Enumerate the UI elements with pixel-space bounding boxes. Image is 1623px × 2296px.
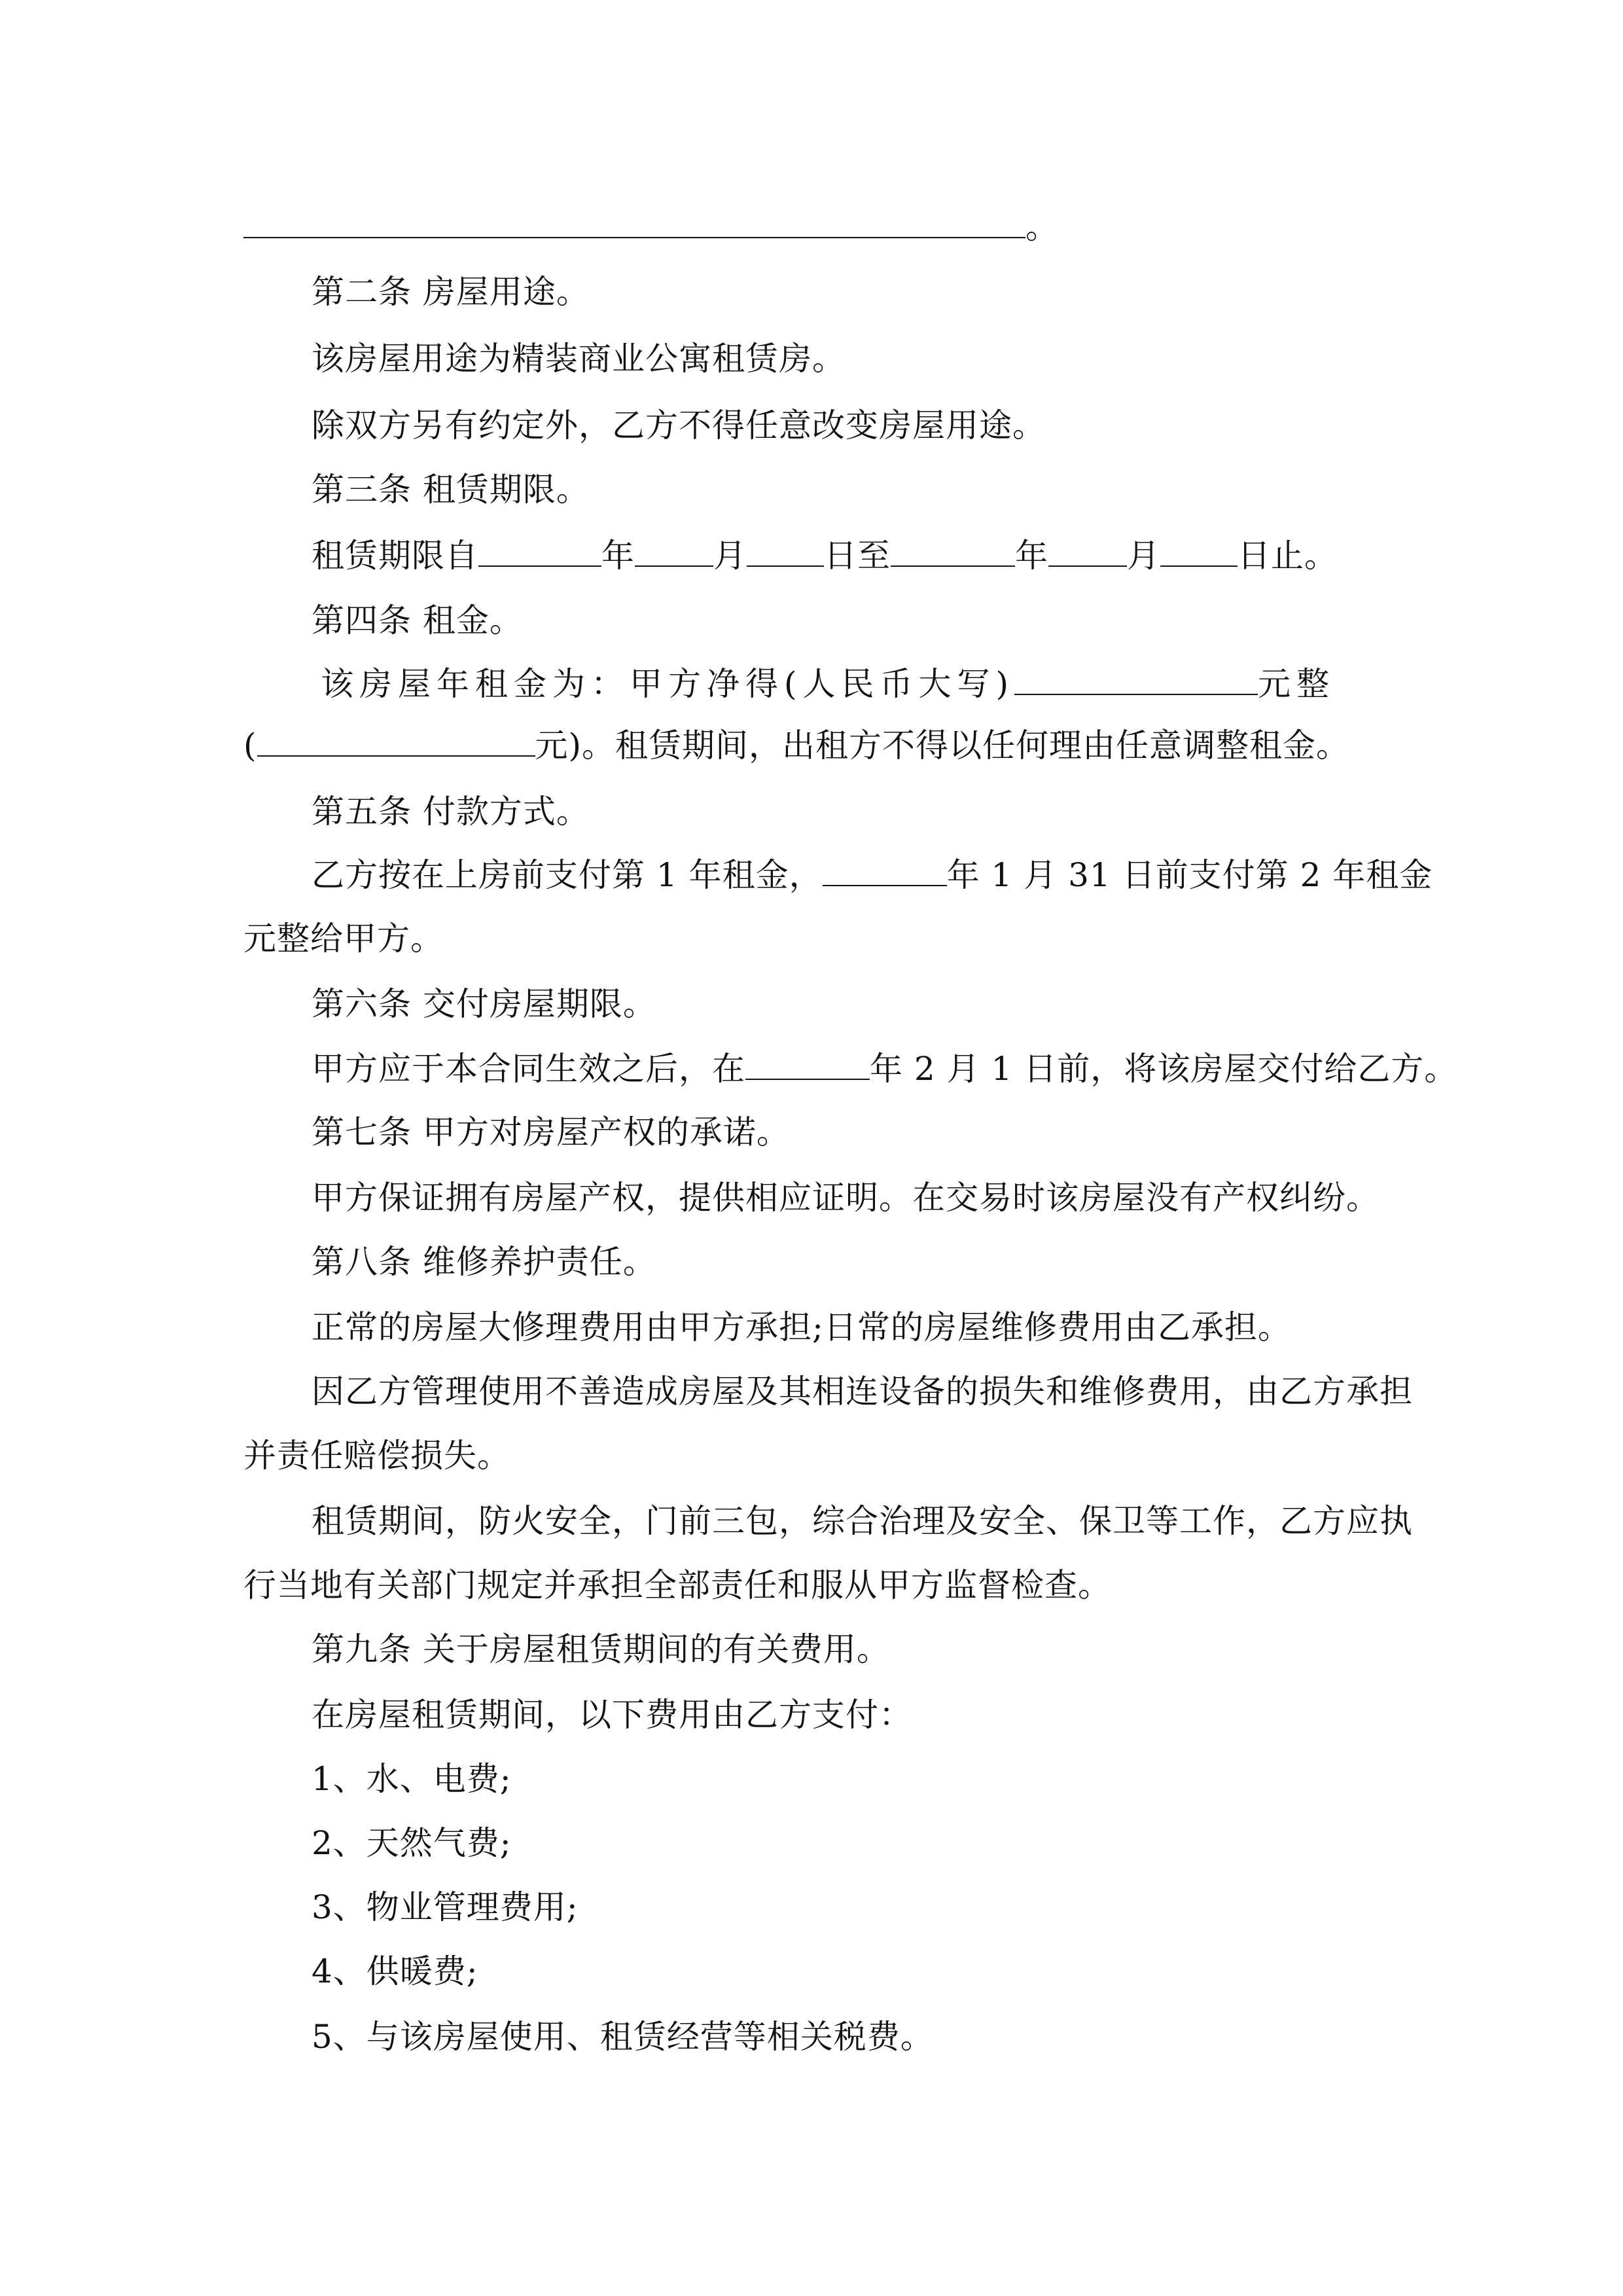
article-7-heading: 第七条 甲方对房屋产权的承诺。 [312, 1113, 790, 1151]
list-item: 1、水、电费; [312, 1760, 512, 1798]
blank-field [747, 535, 824, 567]
paragraph: 甲方保证拥有房屋产权，提供相应证明。在交易时该房屋没有产权纠纷。 [312, 1179, 1380, 1217]
article-8-heading: 第八条 维修养护责任。 [312, 1243, 656, 1281]
paragraph: 行当地有关部门规定并承担全部责任和服从甲方监督检查。 [243, 1566, 1111, 1604]
paragraph: 并责任赔偿损失。 [243, 1437, 510, 1475]
payment-line: 乙方按在上房前支付第 1 年租金， 年 1 月 31 日前支付第 2 年租金 [312, 856, 1433, 894]
article-3-heading: 第三条 租赁期限。 [312, 471, 590, 509]
blank-field [823, 855, 947, 886]
blank-field [1160, 535, 1238, 567]
rent-line: 该房屋年租金为：甲方净得(人民币大写) 元整 [321, 665, 1336, 703]
rent-line-2: ( 元)。租赁期间，出租方不得以任何理由任意调整租金。 [243, 726, 1350, 764]
blank-field [1048, 535, 1127, 567]
blank-field [257, 725, 535, 757]
delivery-line: 甲方应于本合同生效之后，在 年 2 月 1 日前，将该房屋交付给乙方。 [312, 1050, 1458, 1088]
article-4-heading: 第四条 租金。 [312, 601, 523, 639]
paragraph: 除双方另有约定外，乙方不得任意改变房屋用途。 [312, 406, 1046, 444]
period: 。 [1026, 208, 1059, 246]
blank-field [243, 207, 1026, 238]
blank-field [1014, 664, 1258, 695]
list-item: 4、供暖费; [312, 1952, 478, 1990]
paragraph: 租赁期间，防火安全，门前三包，综合治理及安全、保卫等工作，乙方应执 [312, 1502, 1413, 1540]
paragraph: 因乙方管理使用不善造成房屋及其相连设备的损失和维修费用，由乙方承担 [312, 1372, 1413, 1410]
paragraph: 正常的房屋大修理费用由甲方承担;日常的房屋维修费用由乙承担。 [312, 1308, 1291, 1346]
blank-field [891, 535, 1015, 567]
blank-field [745, 1049, 870, 1080]
article-9-heading: 第九条 关于房屋租赁期间的有关费用。 [312, 1630, 890, 1668]
continuation-line [243, 207, 1376, 247]
list-item: 2、天然气费; [312, 1824, 512, 1862]
paragraph: 该房屋用途为精装商业公寓租赁房。 [312, 340, 846, 378]
paragraph: 元整给甲方。 [243, 920, 444, 958]
article-6-heading: 第六条 交付房屋期限。 [312, 985, 656, 1023]
blank-field [478, 535, 601, 567]
article-5-heading: 第五条 付款方式。 [312, 793, 590, 831]
list-item: 5、与该房屋使用、租赁经营等相关税费。 [312, 2018, 934, 2056]
article-2-heading: 第二条 房屋用途。 [312, 273, 590, 311]
list-item: 3、物业管理费用; [312, 1888, 579, 1926]
lease-term-line: 租赁期限自 年 月 日至 年 月 日止。 [312, 537, 1338, 575]
blank-field [635, 535, 713, 567]
paragraph: 在房屋租赁期间，以下费用由乙方支付： [312, 1696, 912, 1734]
